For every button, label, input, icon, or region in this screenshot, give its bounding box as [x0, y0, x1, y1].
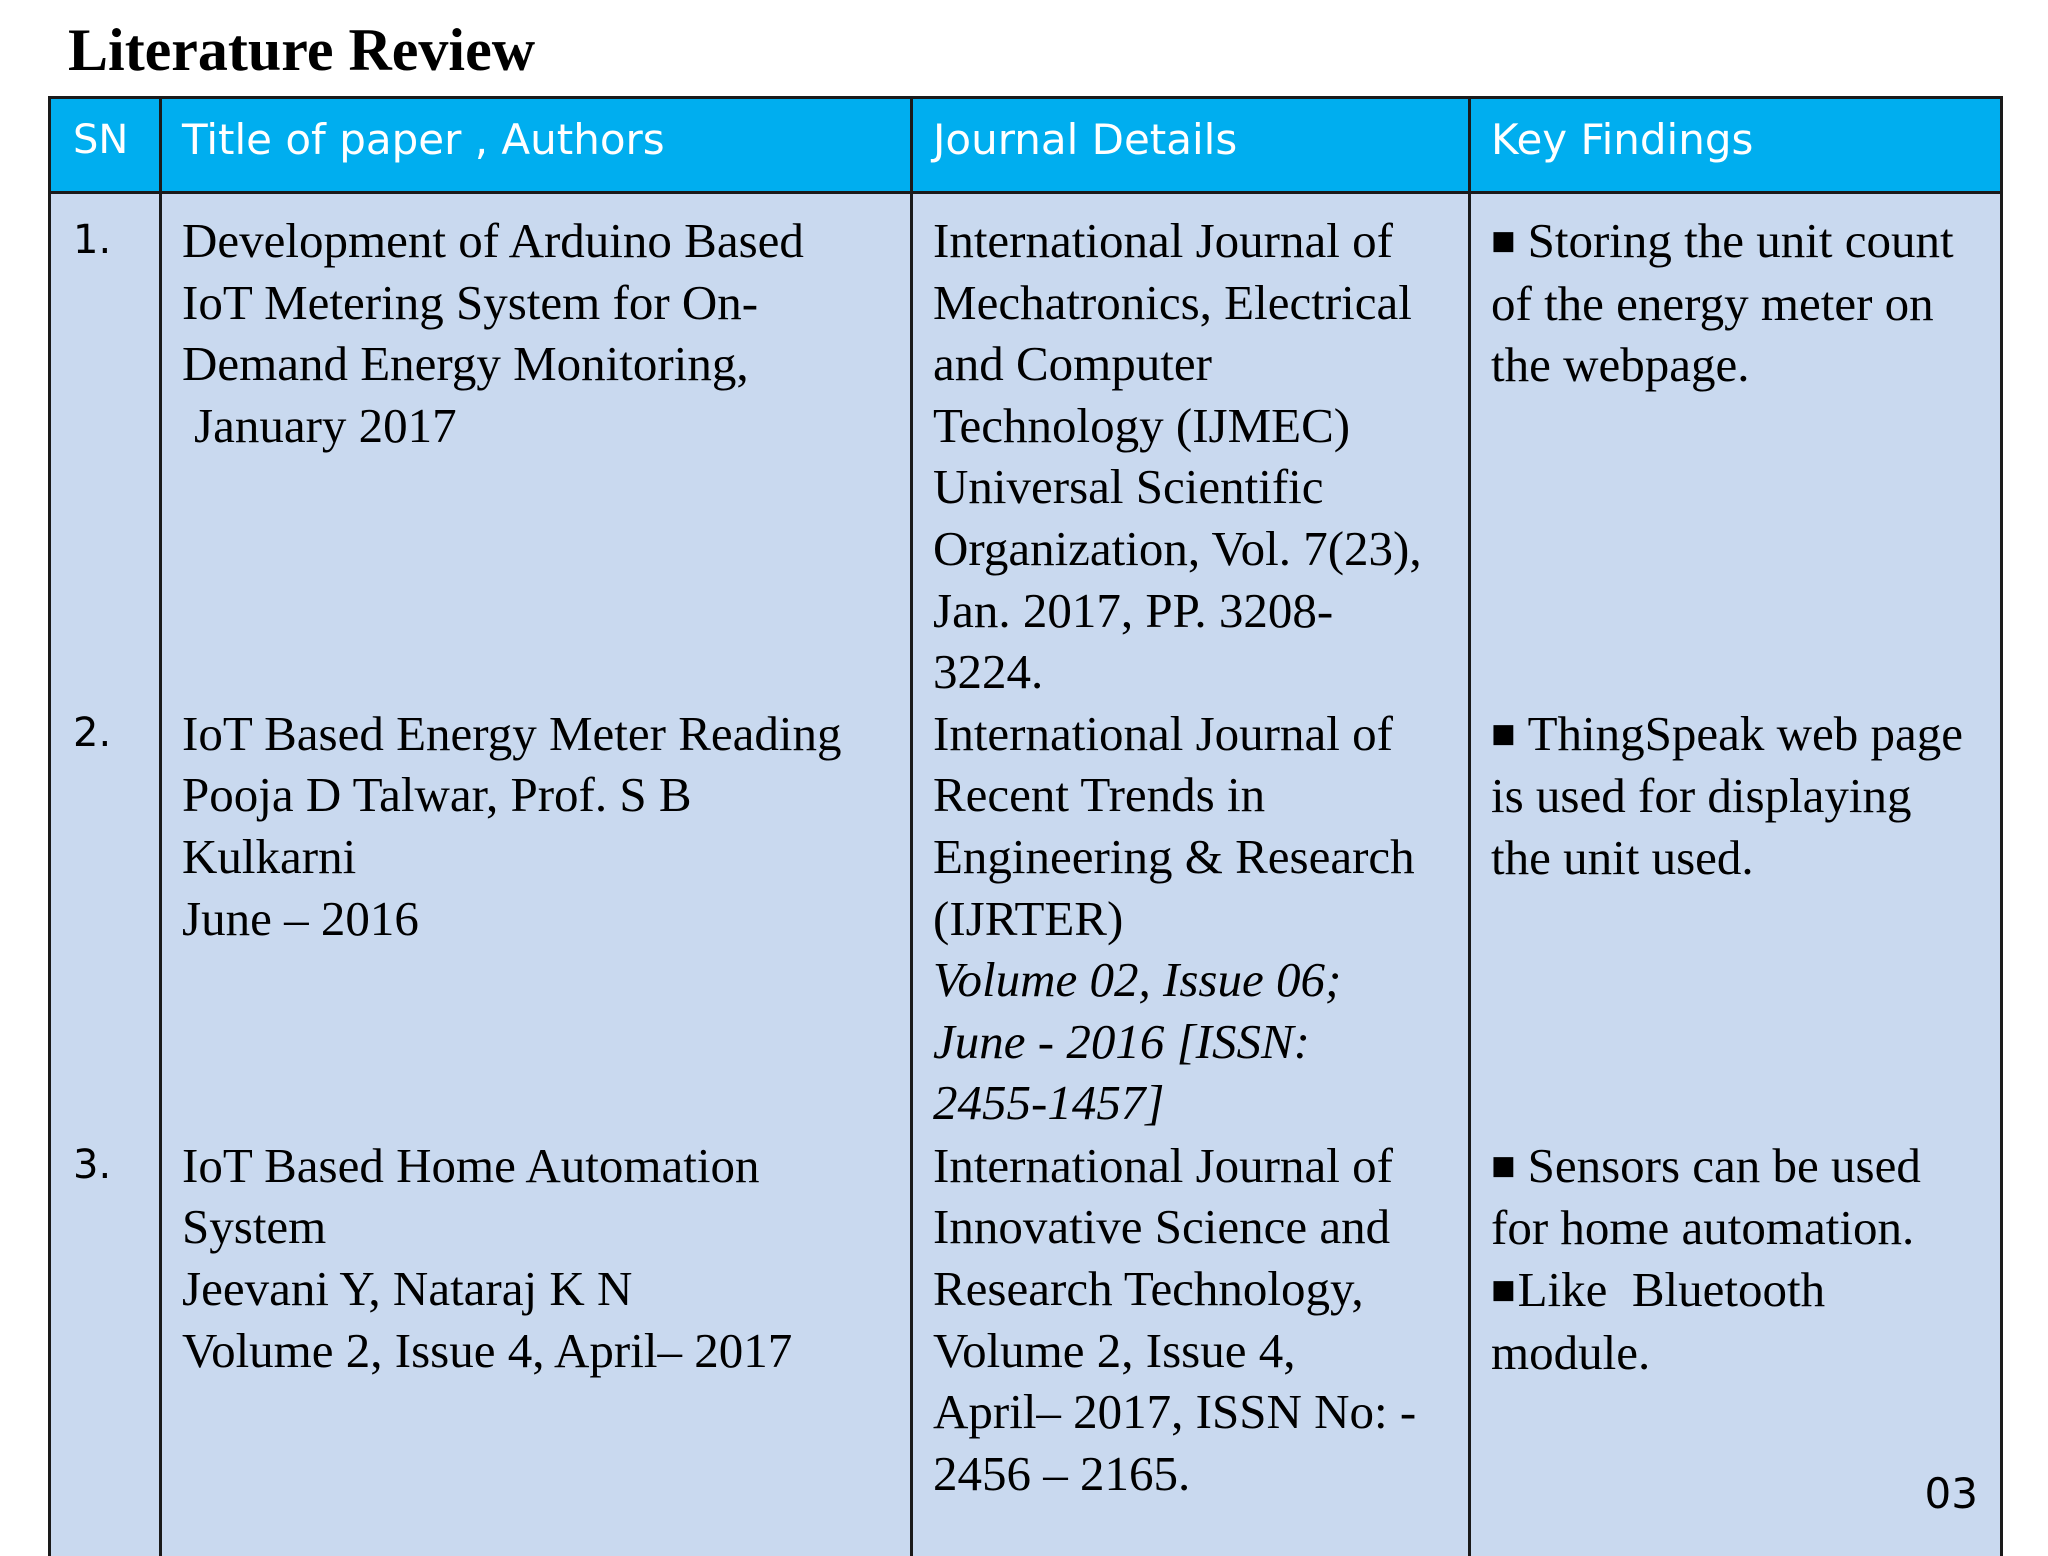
paper-date-line: June – 2016 — [182, 890, 419, 946]
paper-title-line: Development of Arduino Based — [182, 213, 804, 268]
finding-line — [1491, 1259, 1978, 1322]
column-header-title: Title of paper , Authors — [161, 98, 912, 193]
journal-line: Recent Trends in — [933, 767, 1266, 823]
square-bullet-icon: ■ — [1491, 1150, 1516, 1181]
finding-text: Like Bluetooth — [1517, 1261, 1826, 1317]
paper-title-line: IoT Based Home Automation — [182, 1137, 760, 1193]
paper-title-cell — [161, 703, 912, 1135]
paper-title-line: Demand Energy Monitoring, — [182, 336, 749, 392]
finding-line: module. — [1491, 1324, 1651, 1380]
journal-line: Mechatronics, Electrical — [933, 274, 1412, 330]
journal-line: Innovative Science and — [933, 1199, 1391, 1255]
table-row — [50, 703, 2002, 1135]
journal-line: Organization, Vol. 7(23), — [933, 520, 1422, 576]
page-title: Literature Review — [68, 17, 536, 83]
finding-line: the webpage. — [1491, 337, 1750, 393]
column-header-journal: Journal Details — [912, 98, 1470, 193]
journal-line: April– 2017, ISSN No: - — [933, 1384, 1417, 1440]
journal-line: (IJRTER) — [933, 890, 1124, 946]
square-bullet-icon: ■ — [1491, 1274, 1516, 1305]
journal-details-cell — [912, 1135, 1470, 1556]
paper-date-line: Volume 2, Issue 4, April– 2017 — [182, 1322, 793, 1378]
journal-line: 3224. — [933, 644, 1044, 700]
finding-line: the unit used. — [1491, 829, 1754, 885]
finding-text: ThingSpeak web page — [1527, 705, 1964, 761]
page-number: 03 — [1924, 1469, 1978, 1518]
square-bullet-icon: ■ — [1491, 718, 1516, 749]
paper-title-line: IoT Based Energy Meter Reading — [182, 705, 842, 761]
finding-line — [1491, 703, 1978, 766]
paper-title-line: IoT Metering System for On- — [182, 274, 759, 330]
finding-line: of the energy meter on — [1491, 275, 1934, 331]
journal-volume-line: Volume 02, Issue 06; — [933, 952, 1342, 1008]
key-findings-cell — [1470, 193, 2002, 703]
finding-line: is used for displaying — [1491, 768, 1912, 824]
row-serial-number: 2. — [50, 703, 161, 1135]
finding-line: for home automation. — [1491, 1200, 1915, 1256]
key-findings-cell — [1470, 703, 2002, 1135]
journal-line: Volume 2, Issue 4, — [933, 1322, 1296, 1378]
journal-line: International Journal of — [933, 705, 1393, 761]
journal-line: Technology (IJMEC) — [933, 397, 1351, 453]
paper-authors-line: Jeevani Y, Nataraj K N — [182, 1260, 633, 1316]
table-row — [50, 193, 2002, 703]
square-bullet-icon: ■ — [1491, 226, 1516, 256]
finding-text: Storing the unit count — [1527, 213, 1954, 268]
finding-line — [1491, 1135, 1978, 1198]
paper-title-cell — [161, 1135, 912, 1556]
row-serial-number: 1. — [50, 193, 161, 703]
row-serial-number: 3. — [50, 1135, 161, 1556]
journal-line: Engineering & Research — [933, 828, 1415, 884]
finding-text: Sensors can be used — [1527, 1137, 1921, 1193]
key-findings-cell — [1470, 1135, 2002, 1556]
journal-volume-line: June - 2016 [ISSN: — [933, 1013, 1310, 1069]
journal-details-cell — [912, 703, 1470, 1135]
journal-line: International Journal of — [933, 1137, 1393, 1193]
literature-table — [48, 96, 2003, 1556]
journal-issn-line: 2455-1457] — [933, 1075, 1165, 1131]
journal-line: International Journal of — [933, 213, 1393, 268]
paper-authors-line: Pooja D Talwar, Prof. S B — [182, 767, 692, 823]
journal-line: and Computer — [933, 336, 1212, 392]
journal-line: Jan. 2017, PP. 3208- — [933, 582, 1334, 638]
paper-title-cell — [161, 193, 912, 703]
journal-line: Research Technology, — [933, 1260, 1364, 1316]
table-header-row — [50, 98, 2002, 193]
journal-line: Universal Scientific — [933, 459, 1324, 515]
column-header-findings: Key Findings — [1470, 98, 2002, 193]
finding-line — [1491, 210, 1978, 273]
journal-line: 2456 – 2165. — [933, 1445, 1191, 1501]
table-row — [50, 1135, 2002, 1556]
paper-authors-line: Kulkarni — [182, 828, 357, 884]
paper-title-line: System — [182, 1199, 327, 1255]
paper-date-line: January 2017 — [194, 397, 457, 453]
journal-details-cell — [912, 193, 1470, 703]
column-header-sn: SN — [50, 98, 161, 193]
